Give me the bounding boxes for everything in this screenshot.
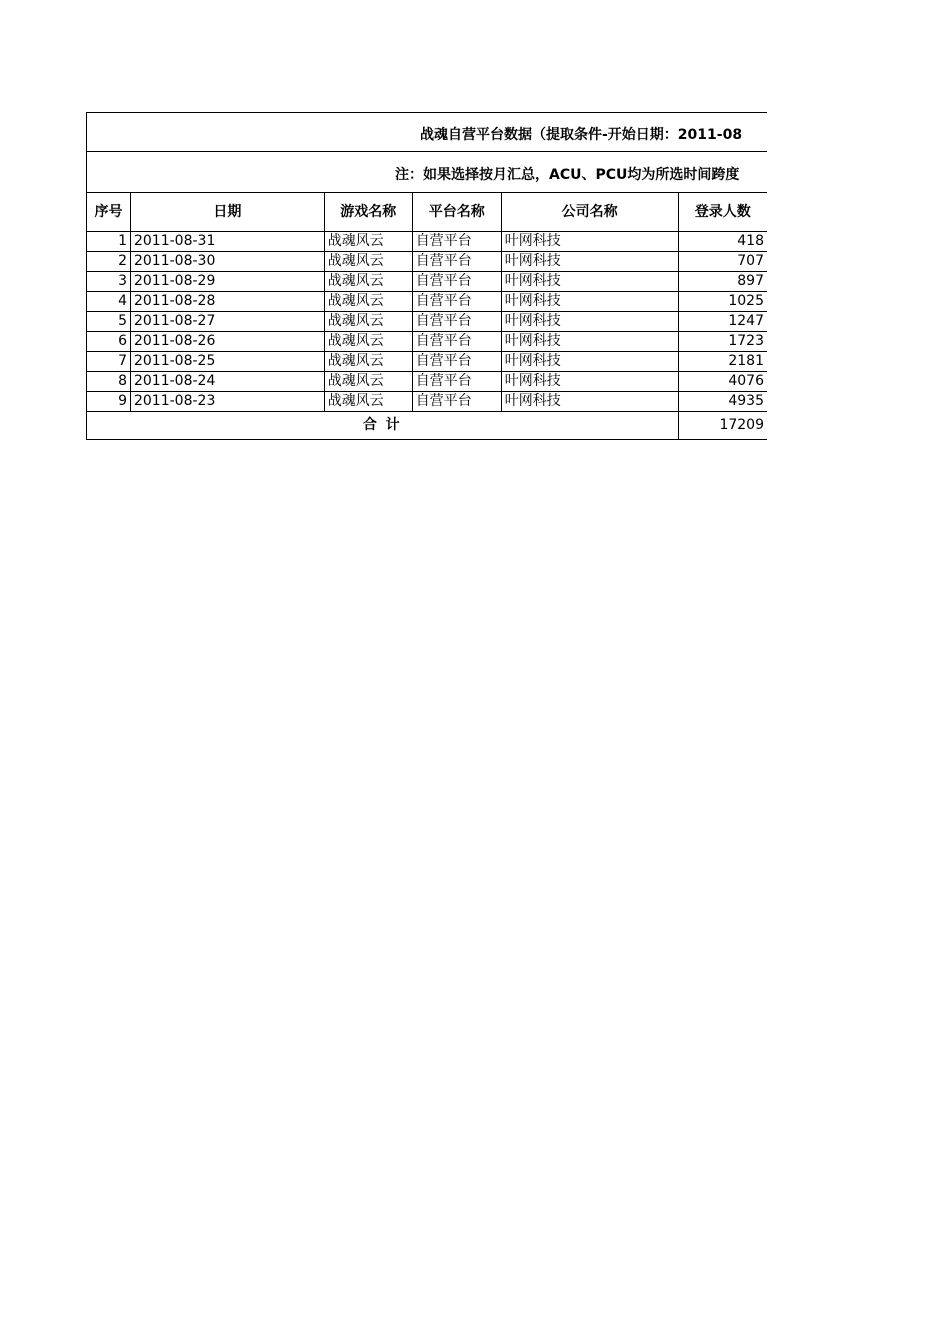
cell-date: 2011-08-31	[130, 232, 324, 252]
cell-game: 战魂风云	[324, 312, 412, 332]
cell-platform: 自营平台	[412, 392, 501, 412]
cell-platform: 自营平台	[412, 352, 501, 372]
total-label: 合 计	[87, 412, 679, 440]
cell-seq: 6	[87, 332, 131, 352]
cell-seq: 5	[87, 312, 131, 332]
report-note: 注：如果选择按月汇总，ACU、PCU均为所选时间跨度	[395, 167, 740, 183]
cell-date: 2011-08-28	[130, 292, 324, 312]
table-row	[87, 292, 768, 312]
cell-company: 叶网科技	[501, 272, 678, 292]
cell-date: 2011-08-29	[130, 272, 324, 292]
cell-company: 叶网科技	[501, 292, 678, 312]
cell-date: 2011-08-27	[130, 312, 324, 332]
table-body	[87, 232, 768, 412]
cell-company: 叶网科技	[501, 332, 678, 352]
cell-seq: 9	[87, 392, 131, 412]
cell-logins: 418	[678, 232, 767, 252]
cell-game: 战魂风云	[324, 352, 412, 372]
header-seq: 序号	[87, 193, 131, 232]
cell-game: 战魂风云	[324, 232, 412, 252]
header-game: 游戏名称	[324, 193, 412, 232]
cell-date: 2011-08-24	[130, 372, 324, 392]
header-logins: 登录人数	[678, 193, 767, 232]
cell-platform: 自营平台	[412, 312, 501, 332]
table-row	[87, 252, 768, 272]
cell-logins: 707	[678, 252, 767, 272]
cell-company: 叶网科技	[501, 352, 678, 372]
cell-platform: 自营平台	[412, 272, 501, 292]
cell-seq: 2	[87, 252, 131, 272]
cell-seq: 8	[87, 372, 131, 392]
total-row	[87, 412, 768, 440]
cell-platform: 自营平台	[412, 332, 501, 352]
header-date: 日期	[130, 193, 324, 232]
cell-company: 叶网科技	[501, 232, 678, 252]
cell-logins: 4076	[678, 372, 767, 392]
cell-logins: 2181	[678, 352, 767, 372]
cell-company: 叶网科技	[501, 392, 678, 412]
cell-date: 2011-08-23	[130, 392, 324, 412]
header-company: 公司名称	[501, 193, 678, 232]
cell-company: 叶网科技	[501, 312, 678, 332]
report-title: 战魂自营平台数据（提取条件-开始日期：2011-08	[420, 127, 743, 143]
table-row	[87, 392, 768, 412]
table-row	[87, 312, 768, 332]
cell-seq: 1	[87, 232, 131, 252]
table-row	[87, 352, 768, 372]
cell-seq: 4	[87, 292, 131, 312]
table-row	[87, 272, 768, 292]
cell-platform: 自营平台	[412, 232, 501, 252]
cell-date: 2011-08-26	[130, 332, 324, 352]
cell-game: 战魂风云	[324, 392, 412, 412]
report-title-row	[86, 112, 767, 152]
table-row	[87, 332, 768, 352]
data-table	[86, 192, 767, 440]
cell-game: 战魂风云	[324, 372, 412, 392]
report-note-row	[86, 152, 767, 193]
cell-platform: 自营平台	[412, 252, 501, 272]
cell-logins: 1025	[678, 292, 767, 312]
cell-date: 2011-08-25	[130, 352, 324, 372]
cell-platform: 自营平台	[412, 372, 501, 392]
cell-date: 2011-08-30	[130, 252, 324, 272]
cell-seq: 3	[87, 272, 131, 292]
cell-game: 战魂风云	[324, 332, 412, 352]
cell-game: 战魂风云	[324, 292, 412, 312]
cell-platform: 自营平台	[412, 292, 501, 312]
cell-game: 战魂风云	[324, 272, 412, 292]
cell-company: 叶网科技	[501, 372, 678, 392]
spreadsheet-report	[86, 112, 767, 443]
cell-logins: 1723	[678, 332, 767, 352]
header-row	[87, 193, 768, 232]
header-platform: 平台名称	[412, 193, 501, 232]
cell-seq: 7	[87, 352, 131, 372]
total-logins: 17209	[678, 412, 767, 440]
cell-logins: 1247	[678, 312, 767, 332]
table-row	[87, 372, 768, 392]
table-row	[87, 232, 768, 252]
cell-logins: 897	[678, 272, 767, 292]
cell-logins: 4935	[678, 392, 767, 412]
cell-company: 叶网科技	[501, 252, 678, 272]
cell-game: 战魂风云	[324, 252, 412, 272]
